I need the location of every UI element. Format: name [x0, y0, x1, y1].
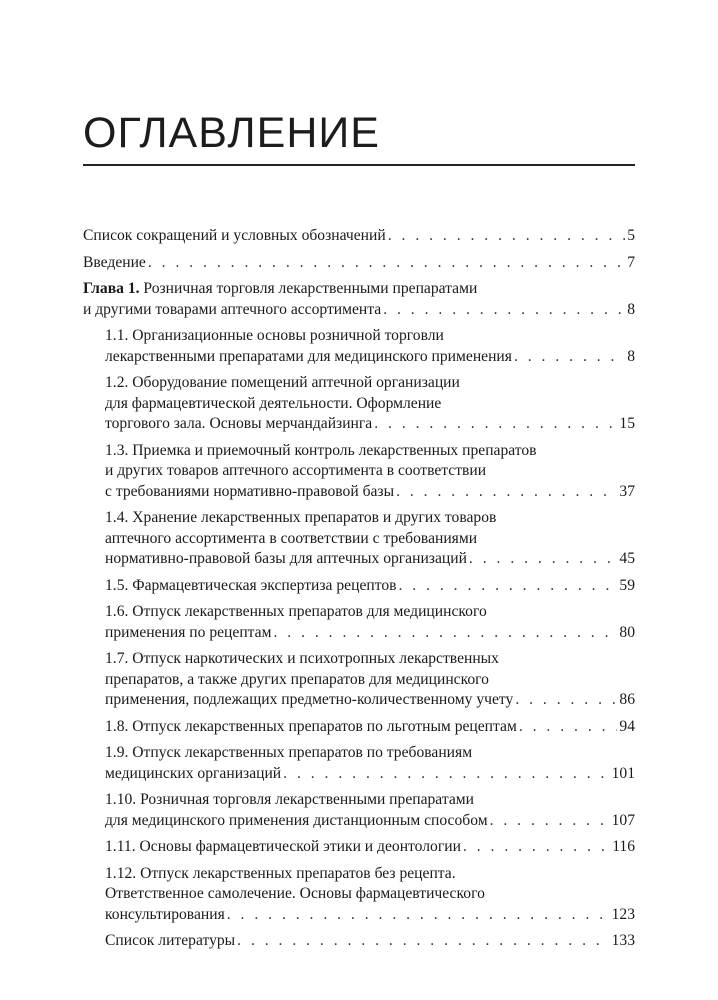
dot-leader — [383, 300, 625, 321]
toc-page-number: 45 — [619, 550, 635, 567]
dot-leader — [515, 690, 617, 711]
toc-entry-title: для медицинского применения дистанционным способом — [105, 811, 488, 829]
dot-leader — [519, 717, 618, 738]
toc-entry-line: 1.4. Хранение лекарственных препаратов и других товаров — [105, 509, 497, 526]
toc-entry-abbreviations[interactable] — [83, 226, 635, 247]
toc-entry-line: Ответственное самолечение. Основы фармацевтического — [105, 885, 485, 902]
toc-page-number: 123 — [611, 905, 635, 923]
page-title: ОГЛАВЛЕНИЕ — [83, 109, 380, 157]
toc-page-number: 107 — [611, 811, 635, 829]
dot-leader — [374, 414, 617, 435]
dot-leader — [514, 347, 625, 368]
toc-page-number: 94 — [619, 717, 635, 735]
dot-leader — [148, 253, 625, 274]
toc-entry-title: консультирования — [105, 905, 225, 923]
toc-entry-section-1-2[interactable] — [83, 373, 635, 435]
toc-entry-references[interactable] — [83, 931, 635, 952]
toc-entry-section-1-5[interactable] — [83, 576, 635, 597]
toc-entry-line: 1.7. Отпуск наркотических и психотропных лекарственных — [105, 650, 499, 667]
dot-leader — [463, 837, 610, 858]
toc-entry-line: аптечного ассортимента в соответствии с требованиями — [105, 529, 478, 547]
dot-leader — [398, 576, 617, 597]
toc-entry-line: 1.10. Розничная торговля лекарственными препаратами — [105, 791, 474, 808]
toc-entry-title: и другими товарами аптечного ассортимента — [83, 300, 382, 318]
toc-entry-section-1-11[interactable] — [83, 837, 635, 858]
toc-entry-section-1-12[interactable] — [83, 864, 635, 926]
toc-entry-title: торгового зала. Основы мерчандайзинга — [105, 415, 373, 432]
dot-leader — [396, 482, 617, 503]
toc-entry-line — [83, 279, 635, 300]
toc-entry-line: 1.3. Приемка и приемочный контроль лекарственных препаратов — [105, 441, 537, 459]
toc-entry-title: Список литературы — [105, 932, 236, 949]
toc-entry-title: применения, подлежащих предметно-количественному учету — [105, 691, 514, 708]
toc-entry-title: лекарственными препаратами для медицинского применения — [105, 347, 512, 365]
toc-entry-title: с требованиями нормативно-правовой базы — [105, 482, 395, 500]
toc-entry-title: Введение — [83, 253, 146, 271]
toc-entry-title: Список сокращений и условных обозначений — [83, 227, 386, 244]
toc-page-number: 5 — [627, 227, 635, 244]
toc-entry-section-1-8[interactable] — [83, 717, 635, 738]
toc-entry-section-1-10[interactable] — [83, 790, 635, 831]
toc-entry-section-1-7[interactable] — [83, 649, 635, 711]
chapter-label: Глава 1. — [83, 280, 140, 297]
toc-entry-section-1-1[interactable] — [83, 326, 635, 367]
dot-leader — [273, 623, 617, 644]
toc-entry-line: 1.9. Отпуск лекарственных препаратов по требованиям — [105, 744, 473, 761]
dot-leader — [490, 811, 610, 832]
dot-leader — [388, 226, 625, 247]
toc-entry-section-1-4[interactable] — [83, 508, 635, 570]
toc-entry-line: препаратов, а также других препаратов для медицинского — [105, 670, 489, 688]
toc-entry-chapter-1[interactable] — [83, 279, 635, 320]
toc-entry-line: 1.12. Отпуск лекарственных препаратов без рецепта. — [105, 864, 456, 882]
toc-entry-line: для фармацевтической деятельности. Оформление — [105, 394, 442, 412]
toc-page-number: 116 — [612, 838, 635, 855]
dot-leader — [227, 905, 610, 926]
toc-page-number: 15 — [619, 415, 635, 432]
toc-entry-line: 1.2. Оборудование помещений аптечной организации — [105, 374, 460, 391]
toc-entry-section-1-6[interactable] — [83, 602, 635, 643]
dot-leader — [469, 549, 617, 570]
title-divider — [83, 164, 635, 166]
toc-page-number: 86 — [619, 691, 635, 708]
toc-entry-section-1-3[interactable] — [83, 441, 635, 503]
toc-entry-line: 1.1. Организационные основы розничной торговли — [105, 327, 444, 344]
toc-entry-title: применения по рецептам — [105, 623, 272, 641]
toc-entry-title: 1.8. Отпуск лекарственных препаратов по льготным рецептам — [105, 717, 517, 735]
dot-leader — [237, 931, 609, 952]
toc-page-number: 8 — [627, 347, 635, 365]
toc-page-number: 59 — [619, 576, 635, 594]
toc-page-number: 101 — [611, 764, 635, 782]
toc-page-number: 37 — [619, 482, 635, 500]
toc-entry-title: 1.11. Основы фармацевтической этики и деонтологии — [105, 838, 461, 855]
toc-page-number: 7 — [627, 253, 635, 271]
toc-entry-line: 1.6. Отпуск лекарственных препаратов для медицинского — [105, 603, 487, 620]
toc-entry-title: нормативно-правовой базы для аптечных организаций — [105, 550, 467, 567]
dot-leader — [283, 764, 609, 785]
toc-entry-section-1-9[interactable] — [83, 743, 635, 784]
chapter-title-start: Розничная торговля лекарственными препаратами — [139, 280, 478, 297]
toc-entry-line: и других товаров аптечного ассортимента в соответствии — [105, 462, 487, 479]
toc-entry-title: 1.5. Фармацевтическая экспертиза рецептов — [105, 576, 397, 594]
toc-page-number: 133 — [611, 932, 635, 949]
toc-page-number: 8 — [627, 300, 635, 318]
toc-page-number: 80 — [619, 623, 635, 641]
table-of-contents — [83, 226, 635, 958]
toc-entry-title: медицинских организаций — [105, 764, 282, 782]
toc-entry-introduction[interactable] — [83, 253, 635, 274]
